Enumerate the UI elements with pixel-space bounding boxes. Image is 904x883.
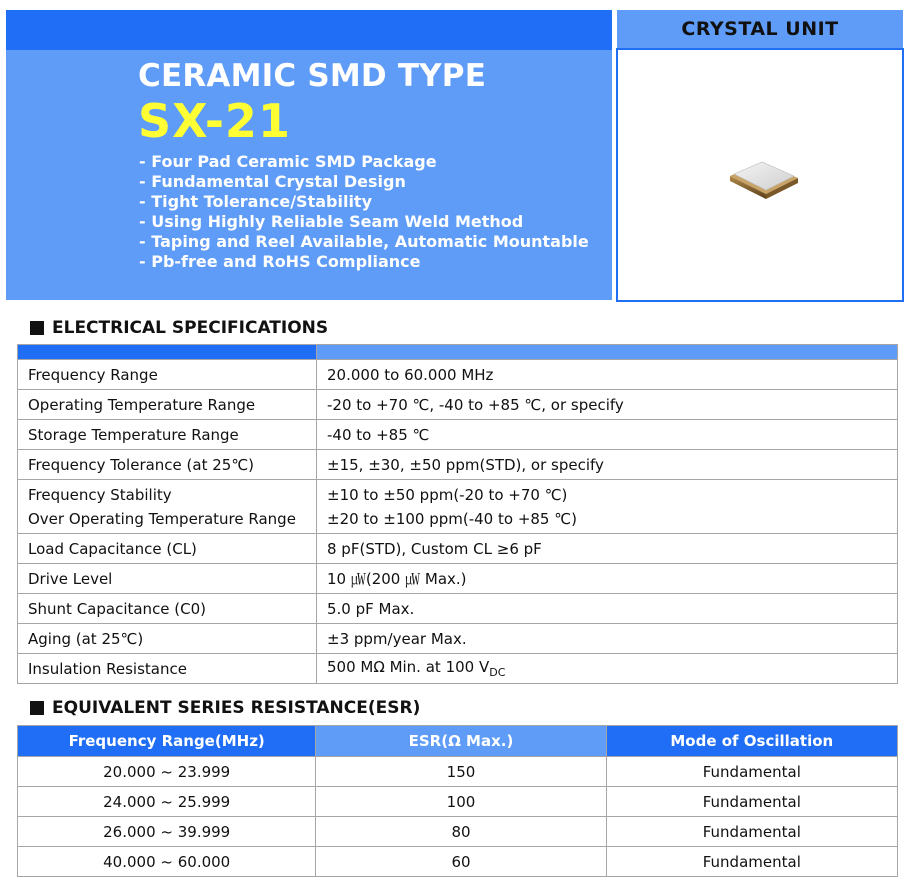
spec-value: 20.000 to 60.000 MHz bbox=[317, 360, 898, 390]
product-type-title: CERAMIC SMD TYPE bbox=[138, 58, 487, 94]
crystal-smd-package-icon bbox=[728, 156, 800, 200]
spec-value: -40 to +85 ℃ bbox=[317, 420, 898, 450]
feature-item: - Tight Tolerance/Stability bbox=[139, 192, 372, 211]
table-row bbox=[18, 757, 898, 787]
table-row bbox=[18, 787, 898, 817]
table-row bbox=[18, 450, 898, 480]
spec-value: 10 ㎼(200 ㎼ Max.) bbox=[317, 564, 898, 594]
table-row bbox=[18, 420, 898, 450]
column-header-mode: Mode of Oscillation bbox=[606, 726, 897, 757]
spec-label: Load Capacitance (CL) bbox=[18, 534, 317, 564]
spec-label: Operating Temperature Range bbox=[18, 390, 317, 420]
spec-label-line: Frequency Stability bbox=[28, 485, 172, 504]
spec-value bbox=[317, 654, 898, 684]
esr-mode-cell: Fundamental bbox=[606, 757, 897, 787]
esr-title-text: EQUIVALENT SERIES RESISTANCE(ESR) bbox=[52, 698, 421, 718]
product-image-box bbox=[616, 48, 904, 302]
esr-mode-cell: Fundamental bbox=[606, 847, 897, 877]
esr-header-row bbox=[18, 726, 898, 757]
table-row bbox=[18, 817, 898, 847]
spec-label: Shunt Capacitance (C0) bbox=[18, 594, 317, 624]
esr-range-cell: 40.000 ~ 60.000 bbox=[18, 847, 316, 877]
esr-value-cell: 150 bbox=[316, 757, 606, 787]
spec-label: Aging (at 25℃) bbox=[18, 624, 317, 654]
spec-value-line: ±10 to ±50 ppm(-20 to +70 ℃) bbox=[327, 485, 568, 504]
hero-panel bbox=[6, 50, 612, 300]
table-row bbox=[18, 534, 898, 564]
feature-item: - Pb-free and RoHS Compliance bbox=[139, 252, 421, 271]
spec-label: Drive Level bbox=[18, 564, 317, 594]
esr-range-cell: 26.000 ~ 39.999 bbox=[18, 817, 316, 847]
column-header-frequency: Frequency Range(MHz) bbox=[18, 726, 316, 757]
electrical-section-title bbox=[30, 318, 328, 338]
feature-item: - Fundamental Crystal Design bbox=[139, 172, 406, 191]
dc-subscript: DC bbox=[489, 666, 506, 679]
electrical-spec-table bbox=[17, 344, 898, 684]
esr-range-cell: 20.000 ~ 23.999 bbox=[18, 757, 316, 787]
table-row bbox=[18, 564, 898, 594]
esr-value-cell: 60 bbox=[316, 847, 606, 877]
header-top-bar bbox=[6, 10, 612, 50]
spec-label bbox=[18, 480, 317, 534]
feature-item: - Taping and Reel Available, Automatic Mountable bbox=[139, 232, 589, 251]
spec-label-line: Over Operating Temperature Range bbox=[28, 509, 296, 528]
feature-item: - Using Highly Reliable Seam Weld Method bbox=[139, 212, 524, 231]
category-header bbox=[617, 10, 903, 48]
spec-value: ±15, ±30, ±50 ppm(STD), or specify bbox=[317, 450, 898, 480]
esr-table bbox=[17, 725, 898, 877]
feature-item: - Four Pad Ceramic SMD Package bbox=[139, 152, 437, 171]
spec-label: Storage Temperature Range bbox=[18, 420, 317, 450]
square-bullet-icon bbox=[30, 321, 44, 335]
esr-mode-cell: Fundamental bbox=[606, 787, 897, 817]
insulation-value: 500 MΩ Min. at 100 V bbox=[327, 658, 490, 676]
esr-mode-cell: Fundamental bbox=[606, 817, 897, 847]
esr-value-cell: 100 bbox=[316, 787, 606, 817]
table-row bbox=[18, 390, 898, 420]
spec-header-bar bbox=[18, 345, 898, 360]
square-bullet-icon bbox=[30, 701, 44, 715]
spec-label: Insulation Resistance bbox=[18, 654, 317, 684]
spec-value: -20 to +70 ℃, -40 to +85 ℃, or specify bbox=[317, 390, 898, 420]
category-title: CRYSTAL UNIT bbox=[681, 18, 839, 40]
table-row bbox=[18, 654, 898, 684]
column-header-esr: ESR(Ω Max.) bbox=[316, 726, 606, 757]
esr-section-title bbox=[30, 698, 420, 718]
spec-header-right bbox=[317, 345, 898, 360]
spec-value: 5.0 pF Max. bbox=[317, 594, 898, 624]
table-row bbox=[18, 360, 898, 390]
esr-range-cell: 24.000 ~ 25.999 bbox=[18, 787, 316, 817]
table-row bbox=[18, 594, 898, 624]
spec-header-left bbox=[18, 345, 317, 360]
spec-value bbox=[317, 480, 898, 534]
spec-value-line: ±20 to ±100 ppm(-40 to +85 ℃) bbox=[327, 509, 577, 528]
spec-label: Frequency Range bbox=[18, 360, 317, 390]
esr-value-cell: 80 bbox=[316, 817, 606, 847]
spec-value: ±3 ppm/year Max. bbox=[317, 624, 898, 654]
table-row bbox=[18, 847, 898, 877]
electrical-title-text: ELECTRICAL SPECIFICATIONS bbox=[52, 318, 329, 338]
spec-value: 8 pF(STD), Custom CL ≥6 pF bbox=[317, 534, 898, 564]
feature-list bbox=[139, 152, 589, 272]
table-row bbox=[18, 624, 898, 654]
table-row bbox=[18, 480, 898, 534]
model-name: SX-21 bbox=[138, 94, 291, 148]
spec-label: Frequency Tolerance (at 25℃) bbox=[18, 450, 317, 480]
